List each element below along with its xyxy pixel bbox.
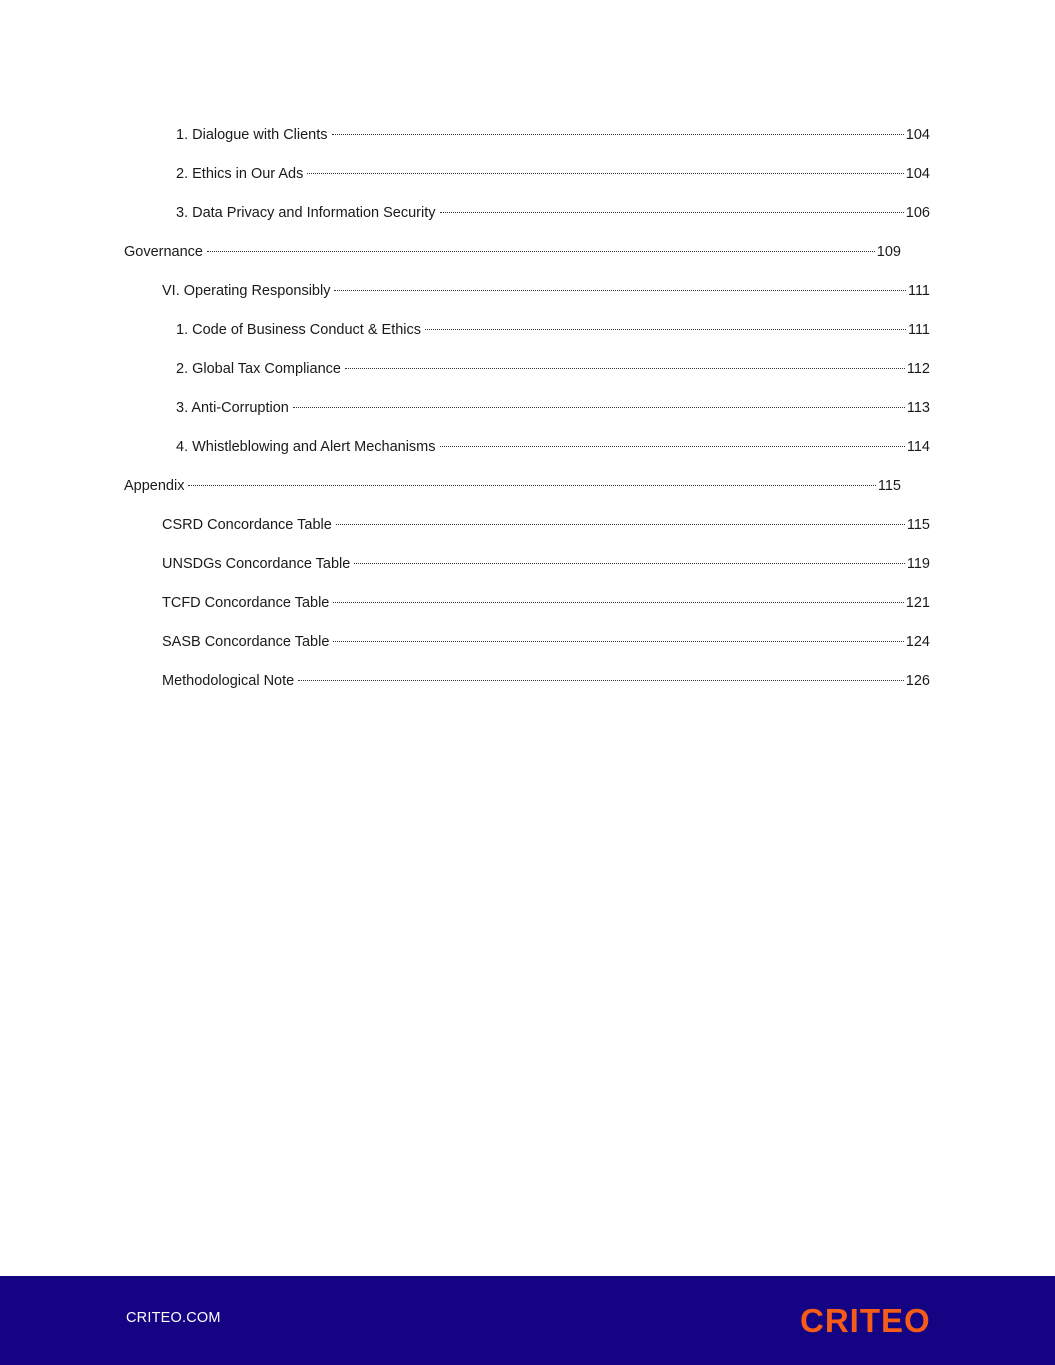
toc-entry-title: 2. Global Tax Compliance [176, 361, 341, 377]
toc-leader [345, 367, 905, 369]
toc-entry-page: 114 [906, 439, 930, 455]
toc-entry[interactable] [176, 125, 930, 145]
toc-leader [333, 640, 903, 642]
toc-chapter-title: VI. Operating Responsibly [162, 283, 331, 299]
toc-leader [307, 172, 903, 174]
toc-leader [333, 601, 903, 603]
toc-section-page: 109 [876, 244, 901, 260]
toc-chapter[interactable] [162, 632, 930, 652]
toc-leader [440, 445, 905, 447]
toc-chapter[interactable] [162, 281, 930, 301]
toc-chapter[interactable] [162, 515, 930, 535]
toc-leader [298, 679, 904, 681]
toc-entry[interactable] [176, 359, 930, 379]
toc-entry-page: 113 [906, 400, 930, 416]
toc-entry[interactable] [176, 164, 930, 184]
toc-leader [354, 562, 905, 564]
toc-section-page: 115 [877, 478, 901, 494]
toc-entry-page: 112 [906, 361, 930, 377]
toc-leader [440, 211, 904, 213]
toc-chapter-page: 115 [906, 517, 930, 533]
toc-entry-title: 4. Whistleblowing and Alert Mechanisms [176, 439, 436, 455]
toc-chapter-page: 119 [906, 556, 930, 572]
toc-section-title: Appendix [124, 478, 185, 494]
toc-chapter-page: 121 [905, 595, 930, 611]
toc-chapter[interactable] [162, 593, 930, 613]
criteo-logo: CRITEO [800, 1302, 931, 1339]
toc-chapter-title: UNSDGs Concordance Table [162, 556, 351, 572]
toc-chapter[interactable] [162, 671, 930, 691]
toc-entry-title: 3. Anti-Corruption [176, 400, 289, 416]
toc-chapter-title: CSRD Concordance Table [162, 517, 332, 533]
toc-entry-page: 111 [907, 322, 930, 338]
toc-chapter-page: 111 [907, 283, 930, 299]
toc-section[interactable] [124, 476, 901, 496]
toc-section[interactable] [124, 242, 901, 262]
toc-chapter-title: Methodological Note [162, 673, 295, 689]
page-footer [0, 1276, 1055, 1365]
toc-entry-page: 104 [905, 166, 930, 182]
toc-leader [336, 523, 905, 525]
toc-entry-page: 106 [905, 205, 930, 221]
toc-chapter[interactable] [162, 554, 930, 574]
toc-leader [293, 406, 905, 408]
toc-entry-title: 3. Data Privacy and Information Security [176, 205, 436, 221]
toc-entry[interactable] [176, 203, 930, 223]
toc-entry[interactable] [176, 437, 930, 457]
toc-chapter-title: SASB Concordance Table [162, 634, 330, 650]
toc-leader [207, 250, 875, 252]
toc-entry-title: 1. Dialogue with Clients [176, 127, 328, 143]
toc-leader [188, 484, 875, 486]
toc-entry[interactable] [176, 398, 930, 418]
toc-chapter-title: TCFD Concordance Table [162, 595, 330, 611]
toc-entry[interactable] [176, 320, 930, 340]
toc-entry-title: 2. Ethics in Our Ads [176, 166, 304, 182]
footer-website-link[interactable]: CRITEO.COM [126, 1310, 221, 1326]
toc-leader [334, 289, 906, 291]
toc-chapter-page: 126 [905, 673, 930, 689]
toc-section-title: Governance [124, 244, 203, 260]
toc-entry-title: 1. Code of Business Conduct & Ethics [176, 322, 422, 338]
toc-chapter-page: 124 [905, 634, 930, 650]
toc-entry-page: 104 [905, 127, 930, 143]
toc-leader [425, 328, 906, 330]
toc-leader [332, 133, 904, 135]
